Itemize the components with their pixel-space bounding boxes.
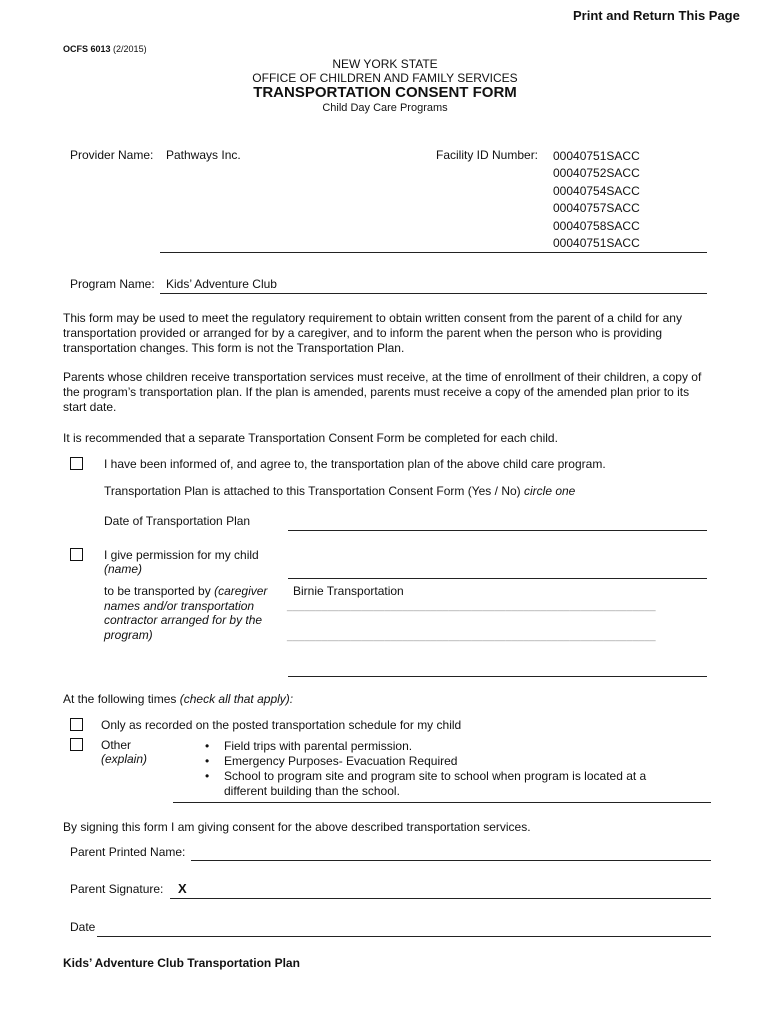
other-option-label: Other	[101, 738, 132, 752]
program-name-label: Program Name:	[70, 277, 155, 291]
state-name: NEW YORK STATE	[332, 57, 438, 71]
parent-signature-mark: X	[178, 881, 187, 896]
child-name-hint: (name)	[104, 562, 143, 576]
facility-id: 00040751SACC	[553, 149, 640, 163]
facility-id-list[interactable]	[553, 148, 640, 252]
list-item: • Emergency Purposes- Evacuation Required	[203, 754, 683, 769]
other-explain-field[interactable]	[173, 802, 711, 803]
permission-checkbox[interactable]	[70, 548, 83, 561]
other-explanation-list	[203, 739, 683, 799]
provider-name-value[interactable]: Pathways Inc.	[166, 148, 241, 162]
consent-statement: By signing this form I am giving consent for the above described transportation services.	[63, 820, 531, 834]
informed-text: I have been informed of, and agree to, the transportation plan of the above child care program.	[104, 457, 606, 471]
form-title: TRANSPORTATION CONSENT FORM	[253, 84, 517, 101]
schedule-option-text: Only as recorded on the posted transportation schedule for my child	[101, 718, 462, 732]
transporter-dotted-line[interactable]: ________________________________________________________________	[287, 631, 656, 642]
facility-id: 00040752SACC	[553, 166, 640, 181]
parent-name-field[interactable]	[191, 860, 711, 861]
facility-id: 00040754SACC	[553, 183, 640, 198]
plan-heading: Kids’ Adventure Club Transportation Plan	[63, 956, 300, 970]
times-label: At the following times	[63, 692, 177, 706]
list-item: • Field trips with parental permission.	[203, 739, 683, 754]
program-underline	[160, 293, 707, 294]
list-item: • School to program site and program site to school when program is located at a different building than the school.	[203, 769, 683, 799]
provider-name-label: Provider Name:	[70, 148, 154, 162]
transporter-dotted-line[interactable]: ________________________________________________________________	[287, 601, 656, 612]
other-checkbox[interactable]	[70, 738, 83, 751]
office-name: OFFICE OF CHILDREN AND FAMILY SERVICES	[252, 71, 518, 85]
parent-signature-label: Parent Signature:	[70, 882, 164, 896]
facility-id: 00040758SACC	[553, 218, 640, 233]
schedule-checkbox[interactable]	[70, 718, 83, 731]
parents-paragraph: Parents whose children receive transportation services must receive, at the time of enrollment of their children, a copy of the program’s transportation plan. If the plan is amended, parents must receive a copy of the amended plan prior to its start date.	[63, 370, 702, 414]
facility-id: 00040751SACC	[553, 236, 640, 251]
times-hint: (check all that apply):	[179, 692, 294, 706]
plan-attached-line	[104, 484, 575, 498]
transported-by-line	[104, 584, 267, 599]
transported-by-block	[104, 584, 267, 642]
transporter-value[interactable]: Birnie Transportation	[293, 584, 404, 598]
recommendation-paragraph: It is recommended that a separate Transportation Consent Form be completed for each child.	[63, 431, 558, 445]
program-name-value[interactable]: Kids’ Adventure Club	[166, 277, 277, 291]
times-heading	[63, 692, 293, 706]
facility-id-label: Facility ID Number:	[436, 148, 539, 162]
print-return-link[interactable]: Print and Return This Page	[573, 8, 740, 23]
form-code-line	[63, 44, 147, 54]
child-name-field[interactable]	[288, 578, 707, 579]
caregiver-hint: program)	[104, 627, 153, 642]
transporter-field[interactable]	[288, 676, 707, 677]
date-label: Date	[70, 920, 96, 934]
plan-attached-text: Transportation Plan is attached to this Transportation Consent Form (Yes / No)	[104, 484, 521, 498]
form-date: (2/2015)	[113, 44, 147, 54]
other-explain-hint: (explain)	[101, 752, 148, 766]
caregiver-hint: (caregiver	[214, 584, 268, 598]
date-plan-label: Date of Transportation Plan	[104, 514, 251, 528]
caregiver-hint: names and/or transportation	[104, 598, 255, 613]
form-subtitle: Child Day Care Programs	[322, 102, 448, 114]
caregiver-hint: contractor arranged for by the	[104, 613, 263, 627]
date-field[interactable]	[97, 936, 711, 937]
permission-text: I give permission for my child	[104, 548, 259, 562]
intro-paragraph: This form may be used to meet the regulatory requirement to obtain written consent from the parent of a child for any transportation provided or arranged for by a caregiver, and to inform the parent when the person who is providing transportation changes. This form is not the Transportation Plan.	[63, 311, 682, 355]
date-plan-field[interactable]	[288, 530, 707, 531]
informed-checkbox[interactable]	[70, 457, 83, 470]
parent-signature-field[interactable]	[170, 898, 711, 899]
provider-underline	[160, 252, 707, 253]
parent-name-label: Parent Printed Name:	[70, 845, 186, 859]
facility-id: 00040757SACC	[553, 201, 640, 216]
form-code: OCFS 6013	[63, 44, 111, 54]
circle-one-hint: circle one	[524, 484, 576, 498]
transported-by-label: to be transported by	[104, 584, 211, 598]
